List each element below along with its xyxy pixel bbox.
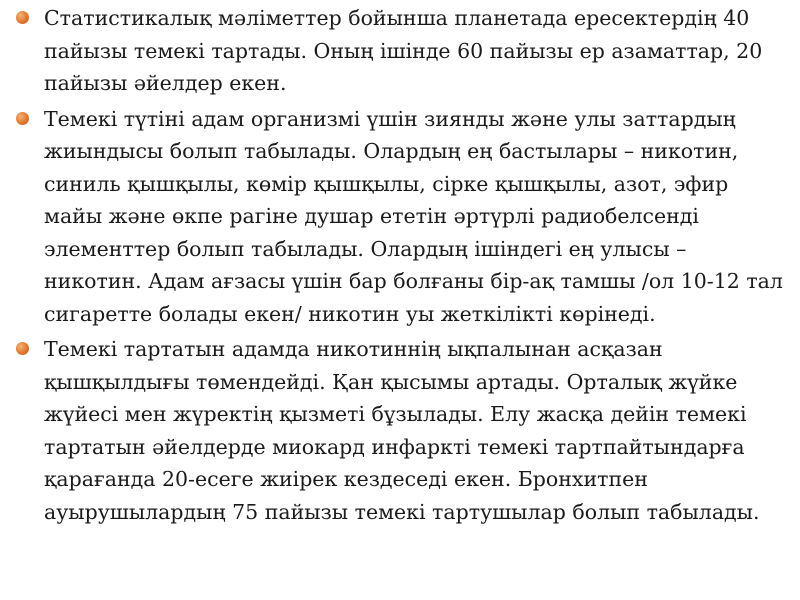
bullet-item-statistics bbox=[14, 2, 786, 100]
bullet-dot-icon bbox=[16, 112, 29, 125]
bullet-item-health-effects bbox=[14, 333, 786, 528]
bullet-text: Статистикалық мәліметтер бойынша планетада ересектердің 40 пайызы темекі тартады. Оның ішінде 60 пайызы ер азаматтар, 20 пайызы әйелдер екен. bbox=[44, 6, 763, 95]
bullet-dot-icon bbox=[16, 11, 29, 24]
bullet-list bbox=[14, 2, 786, 528]
bullet-text: Темекі түтіні адам организмі үшін зиянды және улы заттардың жиындысы болып табылады. Олардың ең бастылары – никотин, синиль қышқылы, көмір қышқылы, сірке қышқылы, азот, эфир майы және өкпе рагіне душар ететін әртүрлі радиобелсенді элементтер болып табылады. Олардың ішіндегі ең улысы – никотин. Адам ағзасы үшін бар болғаны бір-ақ тамшы /ол 10-12 тал сигаретте болады екен/ никотин уы жеткілікті көрінеді. bbox=[44, 106, 783, 326]
bullet-text: Темекі тартатын адамда никотиннің ықпалынан асқазан қышқылдығы төмендейді. Қан қысымы артады. Орталық жүйке жүйесі мен жүректің қызметі бұзылады. Елу жасқа дейін темекі тартатын әйелдерде миокард инфаркті темекі тартпайтындарға қарағанда 20-есеге жиірек кездеседі екен. Бронхитпен ауырушылардың 75 пайызы темекі тартушылар болып табылады. bbox=[44, 337, 760, 524]
bullet-dot-icon bbox=[16, 342, 29, 355]
bullet-item-smoke-composition bbox=[14, 103, 786, 331]
